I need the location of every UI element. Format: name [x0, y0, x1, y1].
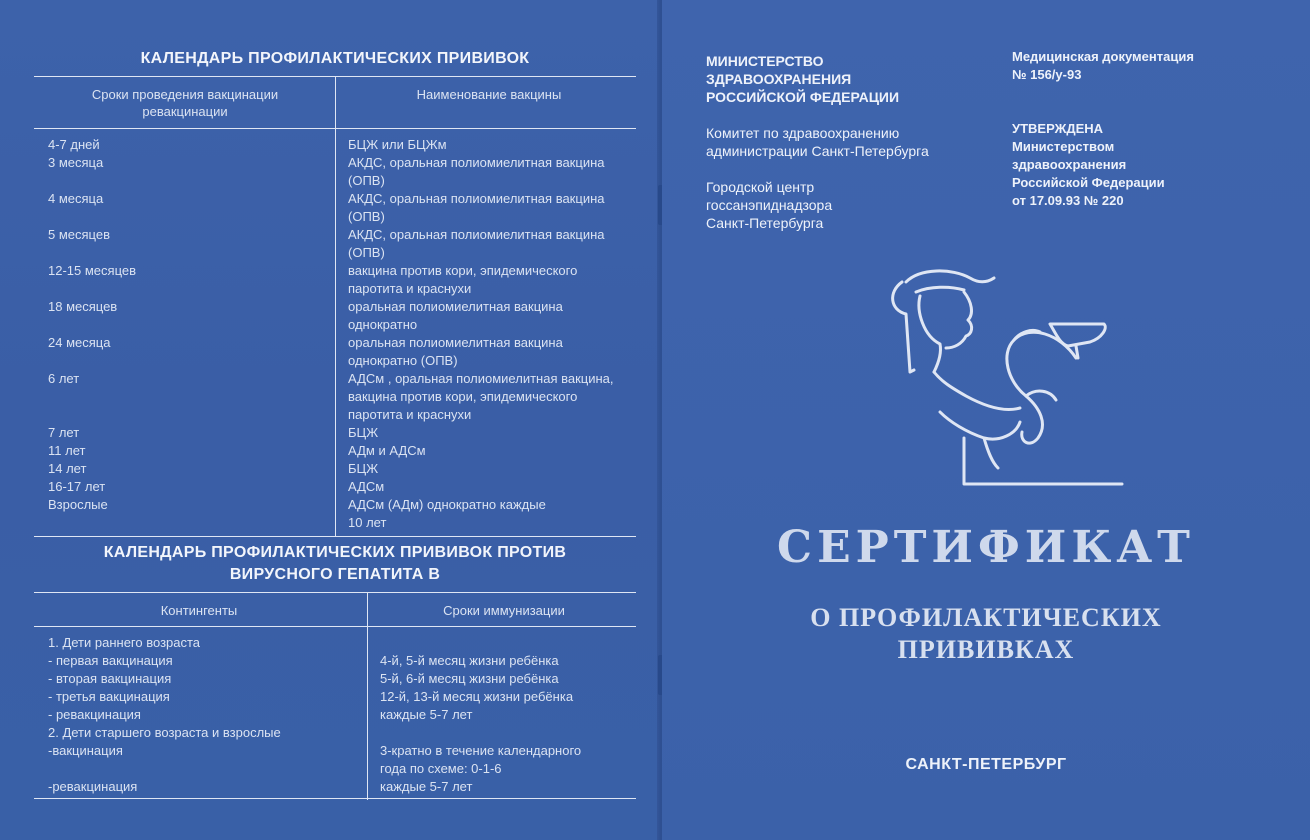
vaccine-cell: БЦЖ или БЦЖм [348, 137, 447, 152]
term-cell: 14 лет [48, 461, 87, 476]
approved-line: от 17.09.93 № 220 [1012, 193, 1124, 208]
column-header-terms: Сроки проведения вакцинации ревакцинации [91, 87, 279, 119]
term-cell: 6 лет [48, 371, 80, 386]
table-rule [34, 128, 636, 129]
subtitle-line: О ПРОФИЛАКТИЧЕСКИХ [810, 603, 1162, 632]
subtitle-line: ПРИВИВКАХ [897, 635, 1075, 664]
table-rule [34, 798, 636, 799]
vaccine-cell: АДСм [348, 479, 385, 494]
doc-form-line: № 156/у-93 [1012, 67, 1082, 82]
ministry-line: РОССИЙСКОЙ ФЕДЕРАЦИИ [706, 89, 900, 105]
group-cell: 2. Дети старшего возраста и взрослые [48, 725, 281, 740]
vaccine-cell: БЦЖ [348, 461, 379, 476]
group-cell: 1. Дети раннего возраста [48, 635, 201, 650]
vaccine-cell: АКДС, оральная полиомиелитная вакцина (ОПВ) [348, 227, 605, 260]
certificate-title: СЕРТИФИКАТ [777, 522, 1195, 573]
term-cell: 3 месяца [48, 155, 104, 170]
center-line: Городской центр [706, 179, 815, 195]
ministry-line: ЗДРАВООХРАНЕНИЯ [706, 71, 852, 87]
table-rule [34, 536, 636, 537]
group-cell: - третья вакцинация [48, 689, 170, 704]
vaccine-cell: АДСм , оральная полиомиелитная вакцина, вакцина против кори, эпидемического паротита и краснухи [348, 371, 614, 422]
vaccine-cell: АДм и АДСм [348, 443, 426, 458]
term-cell: 5-й, 6-й месяц жизни ребёнка [380, 671, 559, 686]
term-cell: каждые 5-7 лет [380, 779, 473, 794]
center-line: госсанэпиднадзора [706, 197, 833, 213]
committee-line: администрации Санкт-Петербурга [706, 143, 929, 159]
term-cell: 5 месяцев [48, 227, 110, 242]
term-cell: 12-15 месяцев [48, 263, 137, 278]
group-cell: -вакцинация [48, 743, 123, 758]
vaccine-cell: АКДС, оральная полиомиелитная вакцина (ОПВ) [348, 191, 605, 224]
vaccine-cell: оральная полиомиелитная вакцина однократно (ОПВ) [348, 335, 563, 368]
vaccine-cell: оральная полиомиелитная вакцина однократно [348, 299, 563, 332]
vaccine-cell: АКДС, оральная полиомиелитная вакцина (ОПВ) [348, 155, 605, 188]
city-name: САНКТ-ПЕТЕРБУРГ [905, 756, 1067, 773]
term-cell: 11 лет [48, 443, 86, 458]
group-cell: - ревакцинация [48, 707, 141, 722]
center-line: Санкт-Петербурга [706, 215, 824, 231]
table-rule [34, 592, 636, 593]
hygieia-emblem-icon [880, 262, 1130, 492]
term-cell: 4 месяца [48, 191, 104, 206]
table-rule [34, 626, 636, 627]
term-cell: 16-17 лет [48, 479, 106, 494]
calendar-title: КАЛЕНДАРЬ ПРОФИЛАКТИЧЕСКИХ ПРИВИВОК ПРОТИВ ВИРУСНОГО ГЕПАТИТА В [103, 544, 567, 583]
column-divider [367, 592, 368, 800]
column-header-term: Сроки иммунизации [443, 603, 565, 618]
doc-form-line: Медицинская документация [1012, 49, 1194, 64]
term-cell: 7 лет [48, 425, 80, 440]
certificate-subtitle [662, 602, 1310, 666]
vaccination-calendar [34, 46, 636, 536]
ministry-line: МИНИСТЕРСТВО [706, 53, 824, 69]
term-cell: 4-7 дней [48, 137, 100, 152]
approved-line: здравоохранения [1012, 157, 1127, 172]
term-cell: года по схеме: 0-1-6 [380, 761, 502, 776]
group-cell: - вторая вакцинация [48, 671, 172, 686]
vaccine-cell: БЦЖ [348, 425, 379, 440]
vaccine-cell: АДСм (АДм) однократно каждые 10 лет [348, 497, 546, 530]
hepatitis-b-calendar [34, 536, 636, 804]
term-cell: Взрослые [48, 497, 108, 512]
term-cell: 3-кратно в течение календарного [380, 743, 582, 758]
term-cell: 24 месяца [48, 335, 111, 350]
column-divider [335, 76, 336, 536]
vaccine-cell: вакцина против кори, эпидемического паротита и краснухи [348, 263, 578, 296]
column-header-vaccine: Наименование вакцины [416, 87, 562, 102]
group-cell: -ревакцинация [48, 779, 138, 794]
right-page [662, 0, 1310, 840]
approved-line: Российской Федерации [1012, 175, 1165, 190]
term-cell: каждые 5-7 лет [380, 707, 473, 722]
term-cell: 18 месяцев [48, 299, 118, 314]
approved-line: Министерством [1012, 139, 1115, 154]
approved-line: УТВЕРЖДЕНА [1012, 121, 1104, 136]
term-cell: 4-й, 5-й месяц жизни ребёнка [380, 653, 559, 668]
committee-line: Комитет по здравоохранению [706, 125, 900, 141]
column-header-group: Контингенты [160, 603, 238, 618]
term-cell: 12-й, 13-й месяц жизни ребёнка [380, 689, 574, 704]
calendar-title: КАЛЕНДАРЬ ПРОФИЛАКТИЧЕСКИХ ПРИВИВОК [140, 50, 530, 67]
group-cell: - первая вакцинация [48, 653, 173, 668]
